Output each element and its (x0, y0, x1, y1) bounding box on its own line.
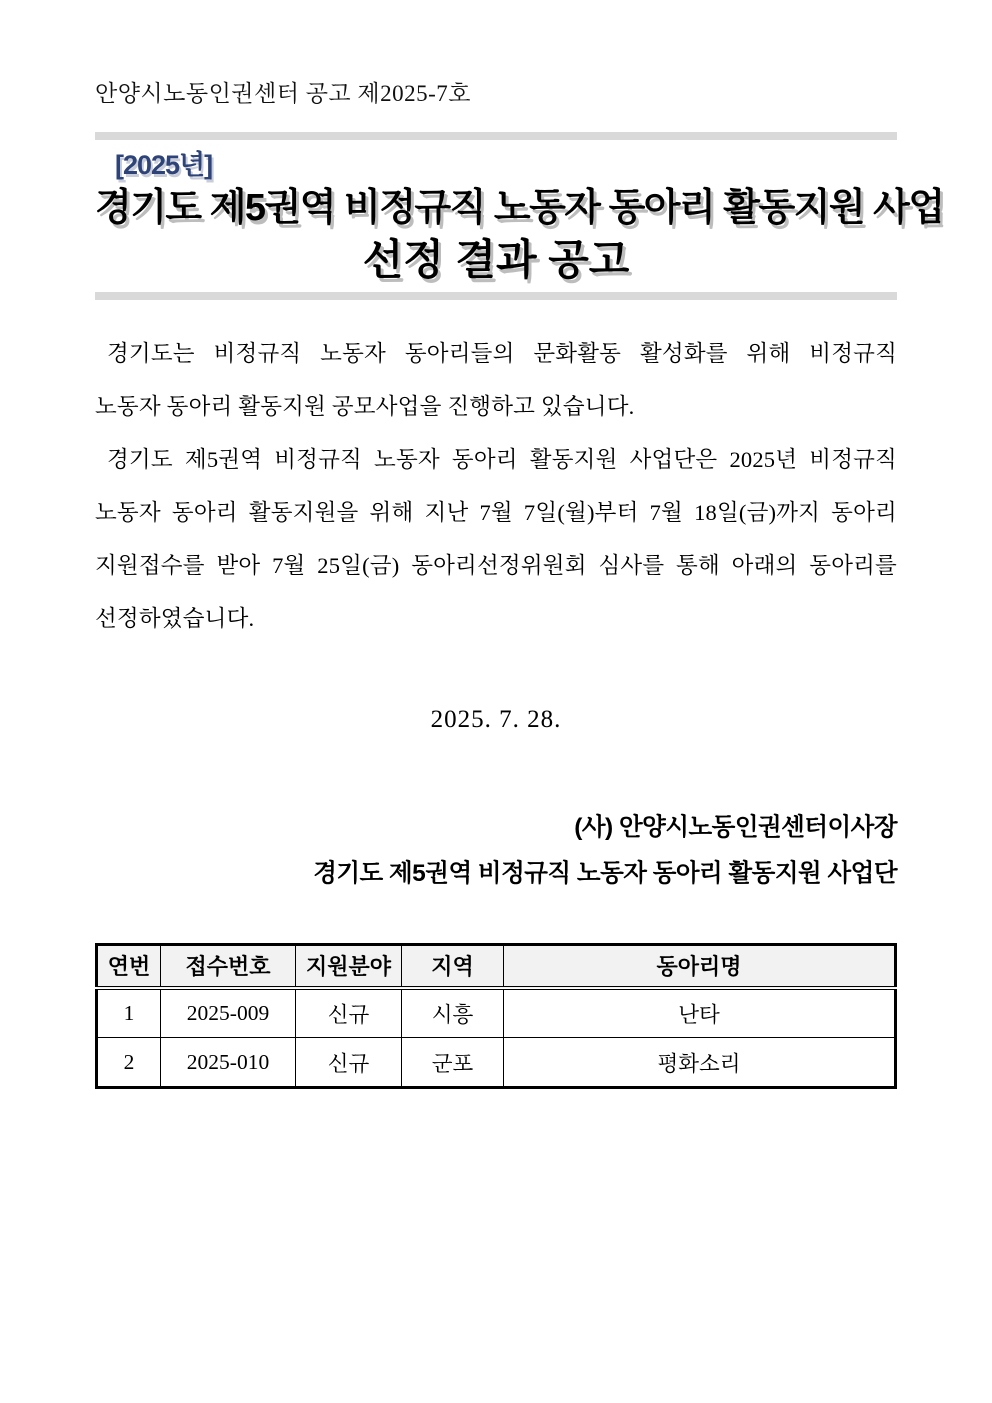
table-cell: 신규 (296, 988, 402, 1038)
title-line-1: 경기도 제5권역 비정규직 노동자 동아리 활동지원 사업 (95, 187, 944, 229)
body-line: 경기도는 비정규직 노동자 동아리들의 문화활동 활성화를 위해 비정규직 (107, 341, 897, 366)
table-header-cell: 동아리명 (504, 945, 896, 988)
table-cell: 평화소리 (504, 1038, 896, 1088)
title-top-bar (95, 132, 897, 140)
table-header-cell: 접수번호 (161, 945, 296, 988)
body-paragraphs (95, 327, 897, 645)
signature-line-1: (사) 안양시노동인권센터이사장 (574, 814, 897, 841)
body-line: 지원접수를 받아 7월 25일(금) 동아리선정위원회 심사를 통해 아래의 동아리를 (95, 553, 897, 578)
table-cell: 시흥 (402, 988, 504, 1038)
body-line: 노동자 동아리 활동지원 공모사업을 진행하고 있습니다. (95, 394, 635, 419)
table-cell: 난타 (504, 988, 896, 1038)
title-line-2: 선정 결과 공고 (362, 236, 630, 283)
table-row (97, 988, 896, 1038)
doc-number-line: 안양시노동인권센터 공고 제2025-7호 (95, 81, 471, 106)
table-row (97, 1038, 896, 1088)
signature-block (95, 805, 897, 897)
table-header-cell: 지역 (402, 945, 504, 988)
table-header-cell: 지원분야 (296, 945, 402, 988)
table-cell: 2025-009 (161, 988, 296, 1038)
table-body (97, 988, 896, 1088)
table-header-row (97, 945, 896, 988)
body-line: 노동자 동아리 활동지원을 위해 지난 7월 7일(월)부터 7월 18일(금)까지 동아리 (95, 500, 897, 525)
title-year-tag: [2025년] (115, 150, 213, 180)
body-line: 경기도 제5권역 비정규직 노동자 동아리 활동지원 사업단은 2025년 비정규직 (107, 447, 897, 472)
title-block (95, 132, 944, 300)
table-cell: 2 (97, 1038, 161, 1088)
table-cell: 1 (97, 988, 161, 1038)
results-table (95, 943, 897, 1089)
signature-line-2: 경기도 제5권역 비정규직 노동자 동아리 활동지원 사업단 (313, 860, 897, 887)
body-line: 선정하였습니다. (95, 606, 255, 631)
date-line: 2025. 7. 28. (430, 706, 562, 733)
title-bottom-bar (95, 292, 897, 300)
table-cell: 2025-010 (161, 1038, 296, 1088)
table-cell: 신규 (296, 1038, 402, 1088)
table-cell: 군포 (402, 1038, 504, 1088)
table-header-cell: 연번 (97, 945, 161, 988)
